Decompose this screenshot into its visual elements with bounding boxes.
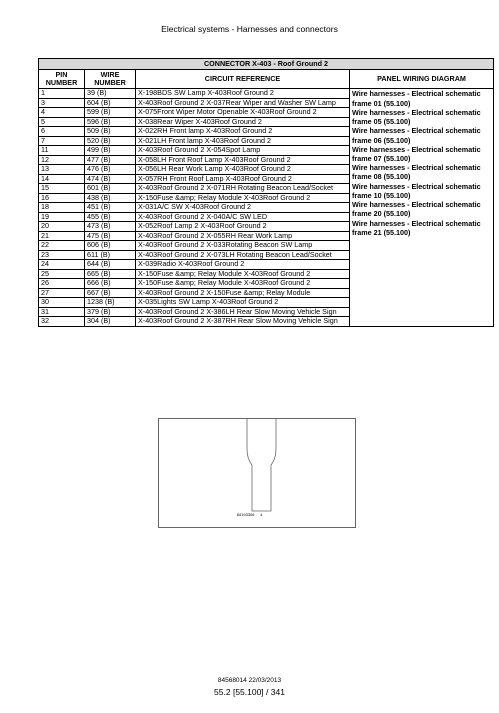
pin-cell: 16 [39, 193, 85, 202]
wire-cell: 438 (B) [85, 193, 136, 202]
wire-cell: 596 (B) [85, 117, 136, 126]
circuit-cell: X-150Fuse &amp; Relay Module X-403Roof Ground 2 [136, 269, 350, 278]
wire-cell: 475 (B) [85, 231, 136, 240]
pin-cell: 19 [39, 212, 85, 221]
circuit-cell: X-022RH Front lamp X-403Roof Ground 2 [136, 127, 350, 136]
col-header-pin: PIN NUMBER [39, 70, 85, 89]
pin-cell: 7 [39, 136, 85, 145]
pin-cell: 13 [39, 165, 85, 174]
col-header-panel: PANEL WIRING DIAGRAM [350, 70, 494, 89]
pin-cell: 22 [39, 241, 85, 250]
pin-cell: 15 [39, 184, 85, 193]
pin-cell: 31 [39, 307, 85, 316]
wire-cell: 611 (B) [85, 250, 136, 259]
pin-cell: 24 [39, 260, 85, 269]
wire-cell: 644 (B) [85, 260, 136, 269]
figure-caption [0, 512, 499, 517]
circuit-cell: X-075Front Wiper Motor Openable X-403Roof Ground 2 [136, 108, 350, 117]
wire-cell: 499 (B) [85, 146, 136, 155]
page-header: Electrical systems - Harnesses and connectors [161, 24, 338, 34]
pin-cell: 5 [39, 117, 85, 126]
wire-cell: 599 (B) [85, 108, 136, 117]
circuit-cell: X-058LH Front Roof Lamp X-403Roof Ground 2 [136, 155, 350, 164]
wire-cell: 604 (B) [85, 98, 136, 107]
wire-cell: 304 (B) [85, 317, 136, 326]
circuit-cell: X-057RH Front Roof Lamp X-403Roof Ground 2 [136, 174, 350, 183]
panel-wiring-cell [350, 89, 494, 326]
panel-wiring-reference: Wire harnesses - Electrical schematic frame 07 (55.100) [352, 144, 481, 164]
connector-table-body [39, 89, 494, 326]
wire-cell: 601 (B) [85, 184, 136, 193]
wire-cell: 1238 (B) [85, 298, 136, 307]
wire-cell: 455 (B) [85, 212, 136, 221]
pin-cell: 32 [39, 317, 85, 326]
pin-cell: 14 [39, 174, 85, 183]
panel-wiring-reference: Wire harnesses - Electrical schematic frame 05 (55.100) [352, 107, 481, 127]
pin-cell: 30 [39, 298, 85, 307]
circuit-cell: X-403Roof Ground 2 X-073LH Rotating Beacon Lead/Socket [136, 250, 350, 259]
wire-cell: 520 (B) [85, 136, 136, 145]
circuit-cell: X-150Fuse &amp; Relay Module X-403Roof Ground 2 [136, 279, 350, 288]
circuit-cell: X-403Roof Ground 2 X-037Rear Wiper and Washer SW Lamp [136, 98, 350, 107]
panel-wiring-reference: Wire harnesses - Electrical schematic frame 20 (55.100) [352, 200, 481, 219]
wire-cell: 477 (B) [85, 155, 136, 164]
wire-cell: 665 (B) [85, 269, 136, 278]
circuit-cell: X-039Radio X-403Roof Ground 2 [136, 260, 350, 269]
connector-outline-drawing [159, 419, 355, 527]
pin-cell: 12 [39, 155, 85, 164]
wire-cell: 39 (B) [85, 89, 136, 98]
circuit-cell: X-403Roof Ground 2 X-033Rotating Beacon SW Lamp [136, 241, 350, 250]
pin-cell: 1 [39, 89, 85, 98]
circuit-cell: X-403Roof Ground 2 X-071RH Rotating Beacon Lead/Socket [136, 184, 350, 193]
circuit-cell: X-056LH Rear Work Lamp X-403Roof Ground 2 [136, 165, 350, 174]
circuit-cell: X-403Roof Ground 2 X-054Spot Lamp [136, 146, 350, 155]
connector-table-title: CONNECTOR X-403 - Roof Ground 2 [39, 59, 494, 70]
circuit-cell: X-052Roof Lamp 2 X-403Roof Ground 2 [136, 222, 350, 231]
pin-cell: 26 [39, 279, 85, 288]
wire-cell: 473 (B) [85, 222, 136, 231]
circuit-cell: X-035Lights SW Lamp X-403Roof Ground 2 [136, 298, 350, 307]
pin-cell: 27 [39, 288, 85, 297]
panel-wiring-reference: Wire harnesses - Electrical schematic frame 01 (55.100) [352, 89, 481, 108]
pin-cell: 6 [39, 127, 85, 136]
panel-wiring-reference: Wire harnesses - Electrical schematic frame 06 (55.100) [352, 126, 481, 145]
pin-cell: 18 [39, 203, 85, 212]
wire-cell: 379 (B) [85, 307, 136, 316]
wire-cell: 451 (B) [85, 203, 136, 212]
circuit-cell: X-150Fuse &amp; Relay Module X-403Roof Ground 2 [136, 193, 350, 202]
pin-cell: 20 [39, 222, 85, 231]
circuit-cell: X-403Roof Ground 2 X-150Fuse &amp; Relay Module [136, 288, 350, 297]
footer-doc-date: 84568014 22/03/2013 [217, 677, 282, 684]
wire-cell: 606 (B) [85, 241, 136, 250]
figure-code: 84193306 [236, 512, 255, 517]
panel-wiring-reference: Wire harnesses - Electrical schematic frame 10 (55.100) [352, 181, 481, 200]
circuit-cell: X-403Roof Ground 2 X-387RH Rear Slow Moving Vehicle Sign [136, 317, 350, 326]
circuit-cell: X-031A/C SW X-403Roof Ground 2 [136, 203, 350, 212]
wire-cell: 509 (B) [85, 127, 136, 136]
wire-cell: 474 (B) [85, 174, 136, 183]
circuit-cell: X-038Rear Wiper X-403Roof Ground 2 [136, 117, 350, 126]
circuit-cell: X-403Roof Ground 2 X-040A/C SW LED [136, 212, 350, 221]
wire-cell: 666 (B) [85, 279, 136, 288]
wire-cell: 667 (B) [85, 288, 136, 297]
circuit-cell: X-198BDS SW Lamp X-403Roof Ground 2 [136, 89, 350, 98]
pin-cell: 4 [39, 108, 85, 117]
circuit-cell: X-021LH Front lamp X-403Roof Ground 2 [136, 136, 350, 145]
pin-cell: 23 [39, 250, 85, 259]
pin-cell: 21 [39, 231, 85, 240]
circuit-cell: X-403Roof Ground 2 X-386LH Rear Slow Moving Vehicle Sign [136, 307, 350, 316]
pin-cell: 11 [39, 146, 85, 155]
pin-cell: 25 [39, 269, 85, 278]
col-header-wire: WIRE NUMBER [85, 70, 136, 89]
footer-page-ref: 55.2 [55.100] / 341 [214, 687, 285, 697]
panel-wiring-reference: Wire harnesses - Electrical schematic frame 08 (55.100) [352, 163, 481, 182]
panel-wiring-reference: Wire harnesses - Electrical schematic frame 21 (55.100) [352, 218, 481, 237]
wire-cell: 476 (B) [85, 165, 136, 174]
figure-index: 4 [260, 512, 263, 517]
pin-cell: 3 [39, 98, 85, 107]
connector-table [38, 58, 494, 327]
circuit-cell: X-403Roof Ground 2 X-055RH Rear Work Lamp [136, 231, 350, 240]
col-header-circuit: CIRCUIT REFERENCE [136, 70, 350, 89]
